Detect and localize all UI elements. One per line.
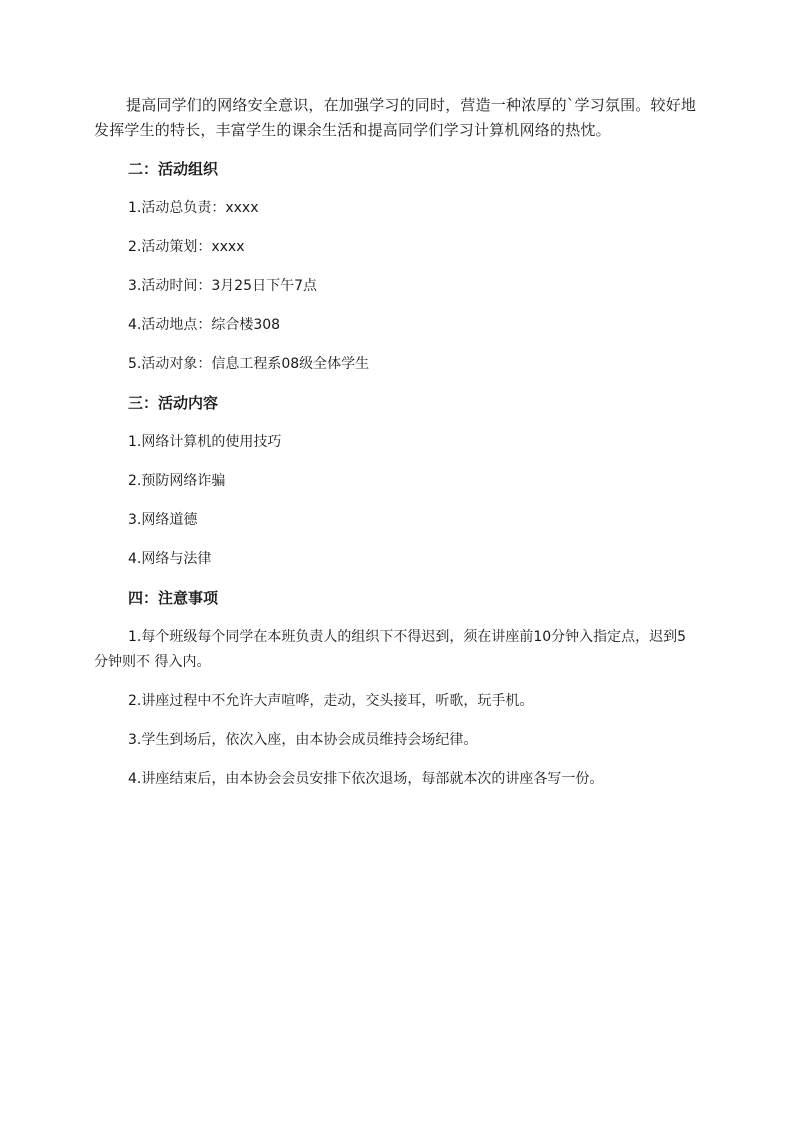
list-item: 2.讲座过程中不允许大声喧哗，走动，交头接耳，听歌，玩手机。 — [128, 693, 534, 709]
list-item: 3.活动时间：3月25日下午7点 — [128, 278, 317, 294]
intro-paragraph: 提高同学们的网络安全意识，在加强学习的同时，营造一种浓厚的`学习氛围。较好地发挥学生的特长，丰富学生的课余生活和提高同学们学习计算机网络的热忱。 — [94, 96, 697, 139]
document-body — [94, 93, 700, 806]
list-item: 2.预防网络诈骗 — [128, 473, 226, 489]
list-item: 1.活动总负责：xxxx — [128, 200, 259, 216]
list-item: 3.学生到场后，依次入座，由本协会成员维持会场纪律。 — [128, 732, 478, 748]
list-item: 5.活动对象：信息工程系08级全体学生 — [128, 356, 370, 372]
section-heading-organization: 二：活动组织 — [128, 160, 219, 178]
list-item: 4.网络与法律 — [128, 551, 212, 567]
section-heading-notes: 四：注意事项 — [128, 589, 219, 607]
list-item: 4.活动地点：综合楼308 — [128, 317, 281, 333]
list-item: 1.网络计算机的使用技巧 — [128, 434, 282, 450]
list-item: 3.网络道德 — [128, 512, 198, 528]
list-item: 2.活动策划：xxxx — [128, 239, 245, 255]
list-item: 1.每个班级每个同学在本班负责人的组织下不得迟到，须在讲座前10分钟入指定点，迟到5分钟则不 得入内。 — [94, 629, 687, 670]
section-heading-content: 三：活动内容 — [128, 394, 219, 412]
list-item: 4.讲座结束后，由本协会会员安排下依次退场，每部就本次的讲座各写一份。 — [128, 771, 604, 787]
